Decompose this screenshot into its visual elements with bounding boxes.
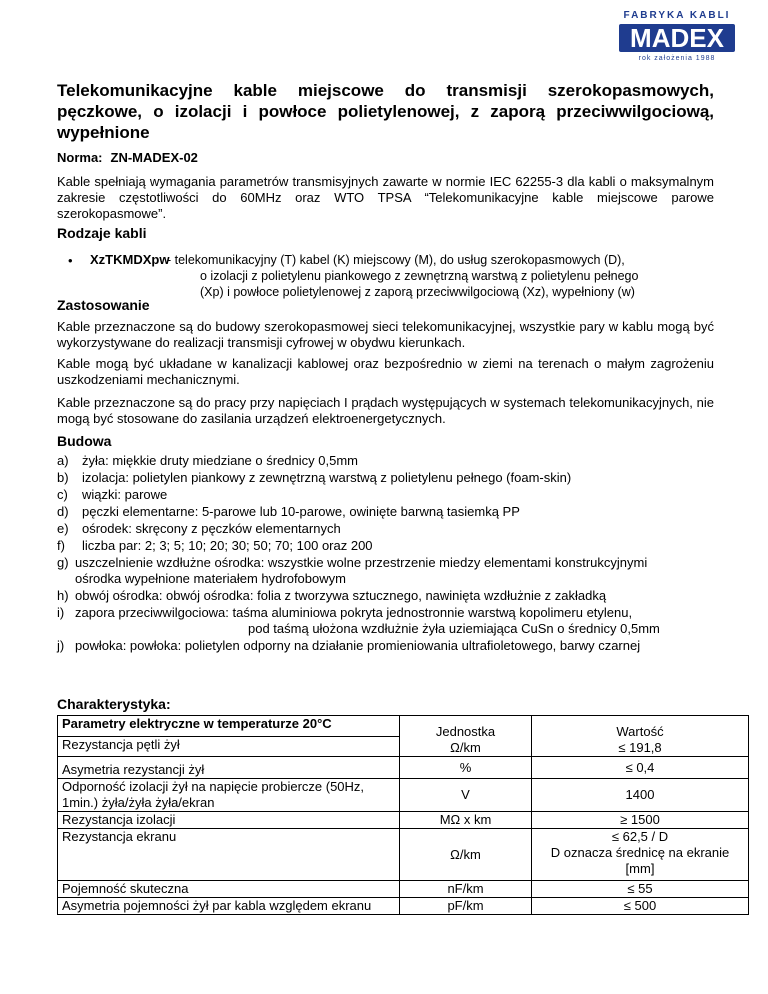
list-item: f) liczba par: 2; 3; 5; 10; 20; 30; 50; 70; 100 oraz 200 <box>57 538 373 553</box>
table-cell: ≤ 500 <box>532 898 749 915</box>
table-cell: 1400 <box>532 779 749 812</box>
table-cell: Rezystancja ekranu <box>58 829 400 881</box>
parameters-table <box>57 715 749 915</box>
header-value-cell <box>532 716 749 757</box>
table-cell: % <box>400 757 532 779</box>
bullet-icon: • <box>68 253 73 268</box>
table-cell: Rezystancja pętli żył <box>58 737 400 757</box>
table-cell: ≥ 1500 <box>532 812 749 829</box>
list-item: g) uszczelnienie wzdłużne ośrodka: wszystkie wolne przestrzenie miedzy elementami konstrukcyjnymi <box>57 555 648 570</box>
list-item-continuation: pod taśmą ułożona wzdłużnie żyła uziemiająca CuSn o średnicy 0,5mm <box>248 621 660 636</box>
table-cell: Asymetria rezystancji żył <box>58 757 400 779</box>
norma-code: ZN-MADEX-02 <box>110 150 198 165</box>
zastosowanie-paragraph-2: Kable mogą być układane w kanalizacji kablowej oraz bezpośrednio w ziemi na terenach o małym zagrożeniu uszkodzeniami mechanicznymi. <box>57 356 714 387</box>
table-row <box>58 757 749 779</box>
zastosowanie-paragraph-3: Kable przeznaczone są do pracy przy napięciach I prądach występujących w systemach telekomunikacyjnych, nie mogą być stosowane do zasilania urządzeń elektroenergetycznych. <box>57 395 714 426</box>
logo-year-text: rok założenia 1988 <box>638 55 716 62</box>
table-cell: ≤ 55 <box>532 881 749 898</box>
table-cell: Rezystancja izolacji <box>58 812 400 829</box>
list-item: c) wiązki: parowe <box>57 487 168 502</box>
table-cell: Asymetria pojemności żył par kabla względem ekranu <box>58 898 400 915</box>
table-cell: Ω/km <box>450 740 481 755</box>
value-note: D oznacza średnicę na ekranie [mm] <box>550 845 730 876</box>
table-cell: pF/km <box>400 898 532 915</box>
logo-brand-graphic <box>617 22 737 54</box>
table-cell: V <box>400 779 532 812</box>
zastosowanie-paragraph-1: Kable przeznaczone są do budowy szerokopasmowej sieci telekomunikacyjnej, wszystkie pary w kablu mogą być wykorzystywane do realizacji transmisji cyfrowej w obydwu kierunkach. <box>57 319 714 350</box>
table-row <box>58 829 749 881</box>
header-param: Parametry elektryczne w temperaturze 20°C <box>58 716 400 737</box>
list-item: h) obwój ośrodka: obwój ośrodka: folia z tworzywa sztucznego, nawinięta wzdłużnie z zakładką <box>57 588 607 603</box>
list-item-continuation: ośrodka wypełnione materiałem hydrofobowym <box>75 571 346 586</box>
table-cell: Odporność izolacji żył na napięcie probiercze (50Hz, 1min.) żyła/żyła żyła/ekran <box>58 779 400 812</box>
header-unit-cell <box>400 716 532 757</box>
table-cell: MΩ x km <box>400 812 532 829</box>
logo-brand-text: MADEX <box>630 23 724 53</box>
norma-label: Norma: <box>57 150 103 165</box>
table-row <box>58 779 749 812</box>
table-cell: Ω/km <box>400 829 532 881</box>
header-value: Wartość <box>616 724 664 739</box>
table-cell <box>532 829 749 881</box>
table-row <box>58 898 749 915</box>
charakterystyka-heading: Charakterystyka: <box>57 696 171 712</box>
list-item: d) pęczki elementarne: 5-parowe lub 10-parowe, owinięte barwną tasiemką PP <box>57 504 520 519</box>
list-item: b) izolacja: polietylen piankowy z zewnętrzną warstwą z polietylenu pełnego (foam-skin) <box>57 470 572 485</box>
table-row <box>58 716 749 737</box>
cable-desc-line-1: - telekomunikacyjny (T) kabel (K) miejscowy (M), do usług szerokopasmowych (D), <box>167 253 625 267</box>
header-unit: Jednostka <box>435 724 496 739</box>
intro-paragraph: Kable spełniają wymagania parametrów transmisyjnych zawarte w normie IEC 62255-3 dla kabli o maksymalnym zakresie częstotliwości do 60MHz oraz WTO TPSA “Telekomunikacyjne kable miejscowe parowe szerokopasmowe”. <box>57 174 714 221</box>
table-cell: nF/km <box>400 881 532 898</box>
madex-logo <box>617 10 737 68</box>
zastosowanie-heading: Zastosowanie <box>57 297 150 313</box>
table-cell: ≤ 191,8 <box>618 740 662 755</box>
table-row <box>58 812 749 829</box>
list-item: a) żyła: miękkie druty miedziane o średnicy 0,5mm <box>57 453 358 468</box>
cable-desc-line-2: o izolacji z polietylenu piankowego z zewnętrzną warstwą z polietylenu pełnego <box>200 269 639 283</box>
logo-top-text: FABRYKA KABLI <box>623 10 731 21</box>
value-main: ≤ 62,5 / D <box>611 829 669 844</box>
cable-desc-line-3: (Xp) i powłoce polietylenowej z zaporą przeciwwilgociową (Xz), wypełniony (w) <box>200 285 635 299</box>
document-title: Telekomunikacyjne kable miejscowe do transmisji szerokopasmowych, pęczkowe, o izolacji i powłoce polietylenowej, z zaporą przeciwwilgociową, wypełnione <box>57 81 714 142</box>
table-cell: ≤ 0,4 <box>532 757 749 779</box>
table-cell: Pojemność skuteczna <box>58 881 400 898</box>
table-row <box>58 881 749 898</box>
list-item: i) zapora przeciwwilgociowa: taśma aluminiowa pokryta jednostronnie warstwą kopolimeru etylenu, <box>57 605 633 620</box>
budowa-heading: Budowa <box>57 433 112 449</box>
list-item: j) powłoka: powłoka: polietylen odporny na działanie promieniowania ultrafioletowego, barwy czarnej <box>57 638 641 653</box>
norma-line <box>57 150 198 165</box>
list-item: e) ośrodek: skręcony z pęczków elementarnych <box>57 521 341 536</box>
cable-type-name: XzTKMDXpw <box>90 252 170 267</box>
rodzaje-heading: Rodzaje kabli <box>57 225 147 241</box>
